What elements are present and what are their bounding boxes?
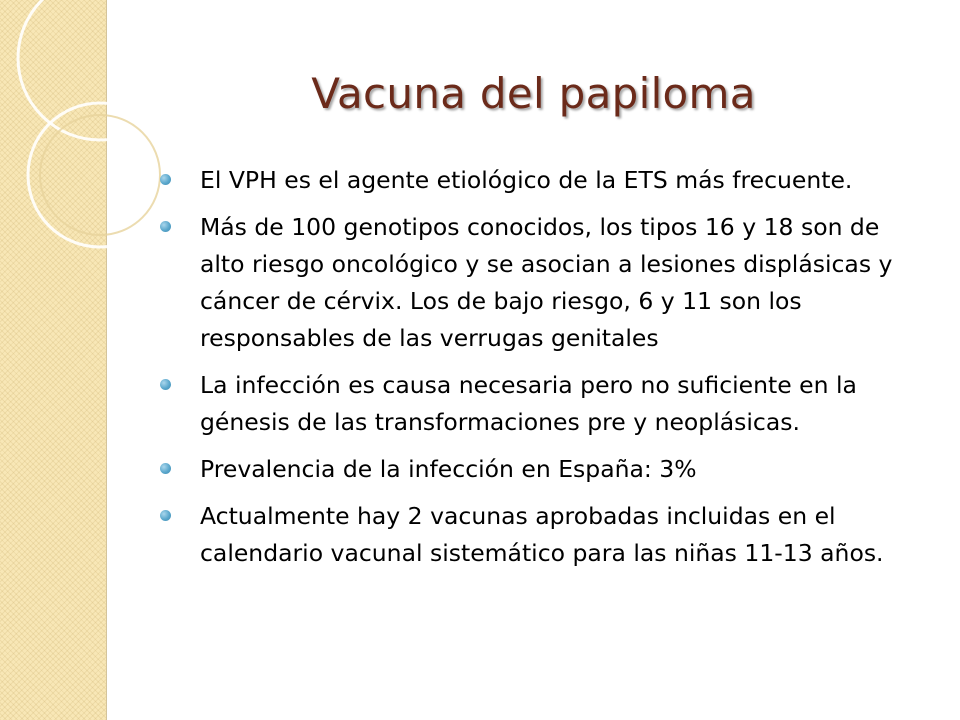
slide-title: Vacuna del papiloma [311,69,756,118]
bullet-text: Actualmente hay 2 vacunas aprobadas incluidas en el calendario vacunal sistemático para las niñas 11-13 años. [200,502,884,567]
bullet-text: Prevalencia de la infección en España: 3% [200,455,697,483]
list-item [160,367,920,441]
list-item [160,451,920,488]
bullet-icon [160,510,171,521]
list-item [160,162,920,199]
bullet-icon [160,379,171,390]
list-item [160,209,920,357]
bullet-icon [160,174,171,185]
bullet-text: El VPH es el agente etiológico de la ETS más frecuente. [200,166,853,194]
bullet-icon [160,463,171,474]
list-item [160,498,920,572]
bullet-list [160,162,920,582]
bullet-text: La infección es causa necesaria pero no suficiente en la génesis de las transformaciones pre y neoplásicas. [200,371,857,436]
bullet-icon [160,221,171,232]
bullet-text: Más de 100 genotipos conocidos, los tipos 16 y 18 son de alto riesgo oncológico y se asocian a lesiones displásicas y cáncer de cérvix. Los de bajo riesgo, 6 y 11 son los responsables de las verrugas genitales [200,213,893,352]
